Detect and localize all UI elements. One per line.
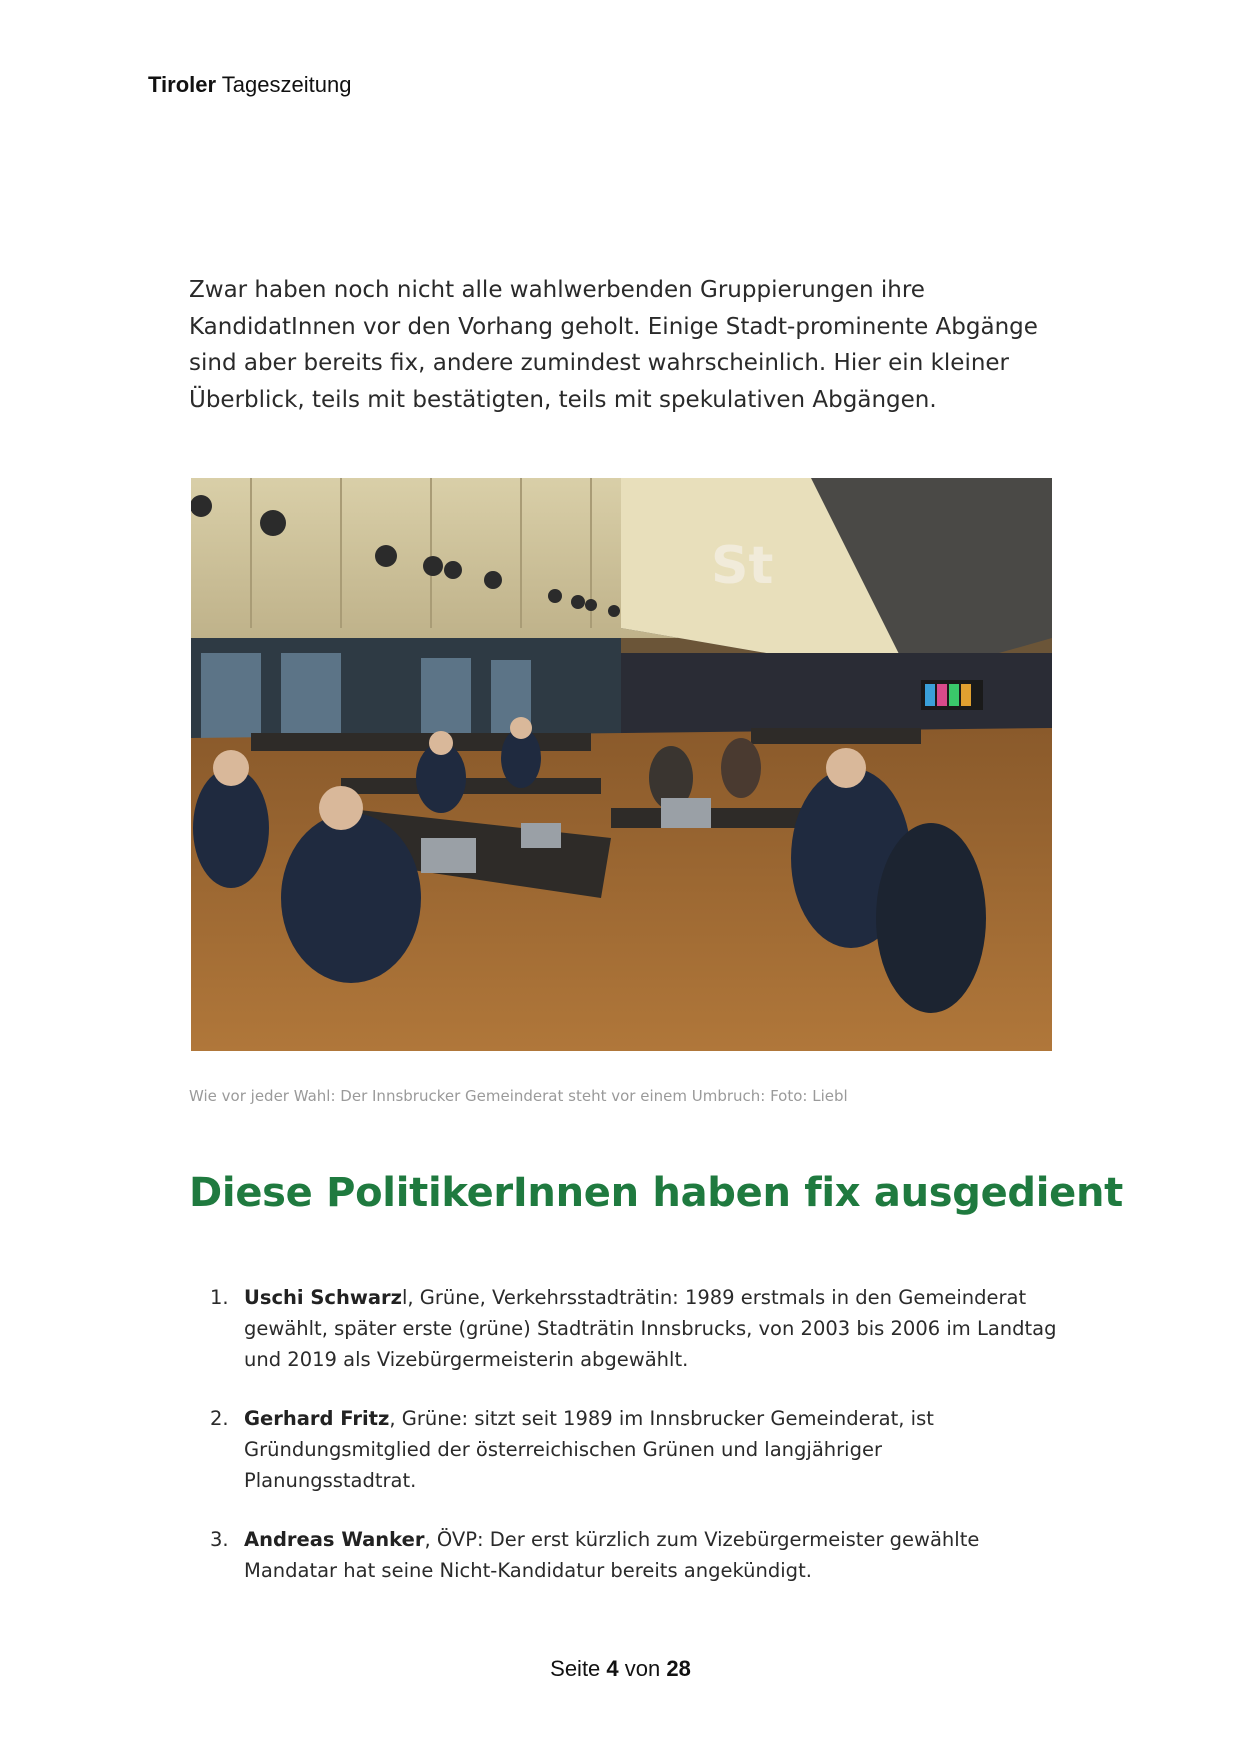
politicians-list bbox=[210, 1282, 1060, 1614]
list-number: 3. bbox=[210, 1528, 229, 1551]
intro-paragraph bbox=[189, 272, 1069, 418]
item-text: , ÖVP: Der erst kürzlich zum Vizebürgermeister gewählte bbox=[424, 1528, 980, 1551]
list-item bbox=[210, 1282, 1060, 1375]
wall-letters: St bbox=[711, 536, 774, 596]
intro-line: Zwar haben noch nicht alle wahlwerbenden Gruppierungen ihre bbox=[189, 277, 925, 303]
item-text: und 2019 als Vizebürgermeisterin abgewählt. bbox=[244, 1348, 689, 1371]
name-suffix: l bbox=[401, 1286, 408, 1309]
person-name: Gerhard Fritz bbox=[244, 1407, 390, 1430]
list-number: 1. bbox=[210, 1286, 229, 1309]
item-text: Gründungsmitglied der österreichischen Grünen und langjähriger bbox=[244, 1438, 882, 1461]
person-name: Uschi Schwarz bbox=[244, 1286, 402, 1309]
section-heading: Diese PolitikerInnen haben fix ausgedient bbox=[189, 1170, 1123, 1216]
council-chamber-illustration bbox=[191, 478, 1052, 1051]
item-text: Mandatar hat seine Nicht-Kandidatur bereits angekündigt. bbox=[244, 1559, 812, 1582]
footer-prefix: Seite bbox=[550, 1656, 607, 1681]
item-text: , Grüne: sitzt seit 1989 im Innsbrucker Gemeinderat, ist bbox=[389, 1407, 934, 1430]
publication-header bbox=[148, 72, 351, 98]
person-name: Andreas Wanker bbox=[244, 1528, 425, 1551]
intro-line: Überblick, teils mit bestätigten, teils mit spekulativen Abgängen. bbox=[189, 386, 937, 413]
photo-caption: Wie vor jeder Wahl: Der Innsbrucker Gemeinderat steht vor einem Umbruch: Foto: Liebl bbox=[189, 1087, 848, 1105]
item-text: , Grüne, Verkehrsstadträtin: 1989 erstmals in den Gemeinderat bbox=[407, 1286, 1027, 1309]
list-item bbox=[210, 1403, 1060, 1496]
brand-bold: Tiroler bbox=[148, 72, 217, 97]
council-photo bbox=[191, 478, 1052, 1051]
intro-line: KandidatInnen vor den Vorhang geholt. Einige Stadt-prominente Abgänge bbox=[189, 313, 1038, 340]
total-pages: 28 bbox=[666, 1656, 691, 1681]
brand-rest: Tageszeitung bbox=[216, 72, 352, 97]
list-item bbox=[210, 1524, 1060, 1586]
list-number: 2. bbox=[210, 1407, 229, 1430]
item-text: Planungsstadtrat. bbox=[244, 1469, 417, 1492]
current-page: 4 bbox=[606, 1656, 619, 1681]
footer-middle: von bbox=[618, 1656, 667, 1681]
page-footer bbox=[0, 1656, 1241, 1682]
intro-line: sind aber bereits fix, andere zumindest wahrscheinlich. Hier ein kleiner bbox=[189, 350, 1010, 376]
item-text: gewählt, später erste (grüne) Stadträtin Innsbrucks, von 2003 bis 2006 im Landtag bbox=[244, 1317, 1057, 1340]
